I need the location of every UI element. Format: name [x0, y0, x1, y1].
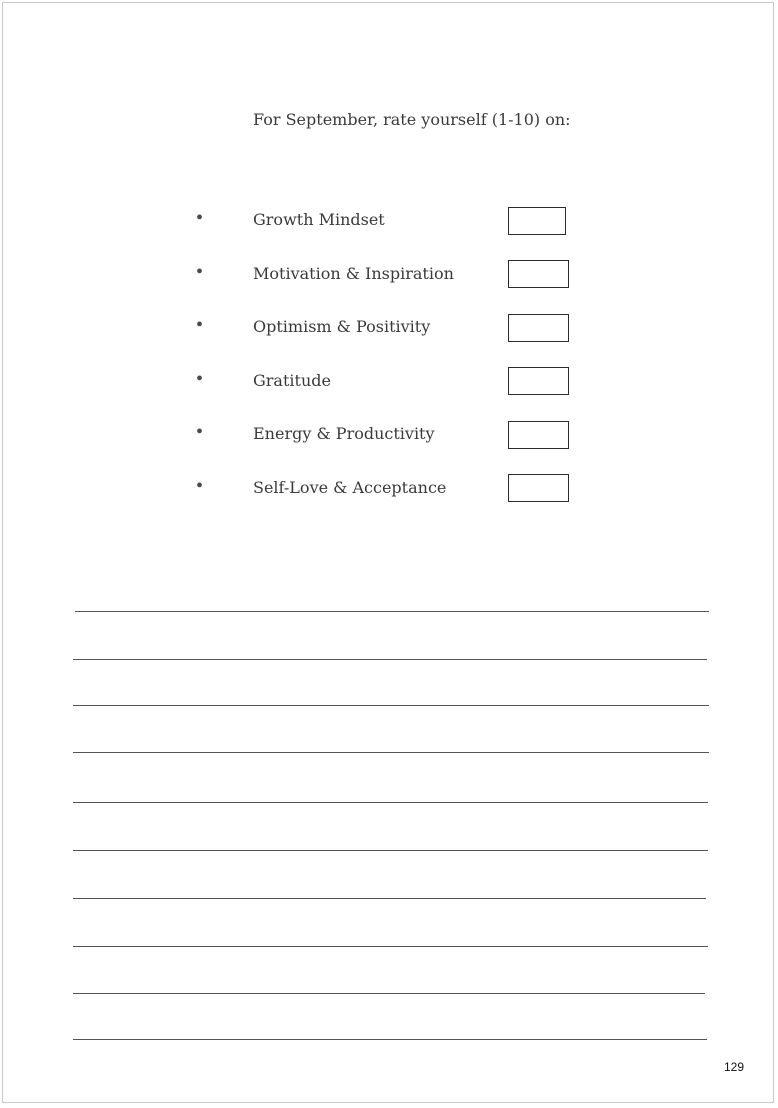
bullet-icon: •	[196, 261, 204, 283]
bullet-icon: •	[196, 368, 204, 390]
note-line	[73, 946, 708, 947]
rating-box-growth-mindset[interactable]	[508, 207, 566, 235]
worksheet-page	[2, 2, 774, 1103]
note-line	[73, 705, 709, 706]
bullet-icon: •	[196, 421, 204, 443]
bullet-icon: •	[196, 475, 204, 497]
note-line	[73, 752, 709, 753]
note-line	[73, 802, 708, 803]
bullet-icon: •	[196, 314, 204, 336]
item-label-growth-mindset: Growth Mindset	[253, 210, 385, 229]
item-label-optimism: Optimism & Positivity	[253, 317, 431, 336]
note-line	[73, 659, 707, 660]
note-line	[73, 850, 708, 851]
item-label-energy: Energy & Productivity	[253, 424, 435, 443]
note-line	[73, 1039, 707, 1040]
note-line	[75, 611, 709, 612]
item-label-motivation: Motivation & Inspiration	[253, 264, 454, 283]
rating-box-optimism[interactable]	[508, 314, 569, 342]
rating-box-motivation[interactable]	[508, 260, 569, 288]
rating-box-gratitude[interactable]	[508, 367, 569, 395]
bullet-icon: •	[196, 207, 204, 229]
rating-box-self-love[interactable]	[508, 474, 569, 502]
item-label-self-love: Self-Love & Acceptance	[253, 478, 447, 497]
page-number: 129	[724, 1060, 745, 1074]
item-label-gratitude: Gratitude	[253, 371, 331, 390]
note-line	[73, 993, 705, 994]
rating-prompt: For September, rate yourself (1-10) on:	[253, 110, 571, 129]
note-line	[73, 898, 706, 899]
rating-box-energy[interactable]	[508, 421, 569, 449]
